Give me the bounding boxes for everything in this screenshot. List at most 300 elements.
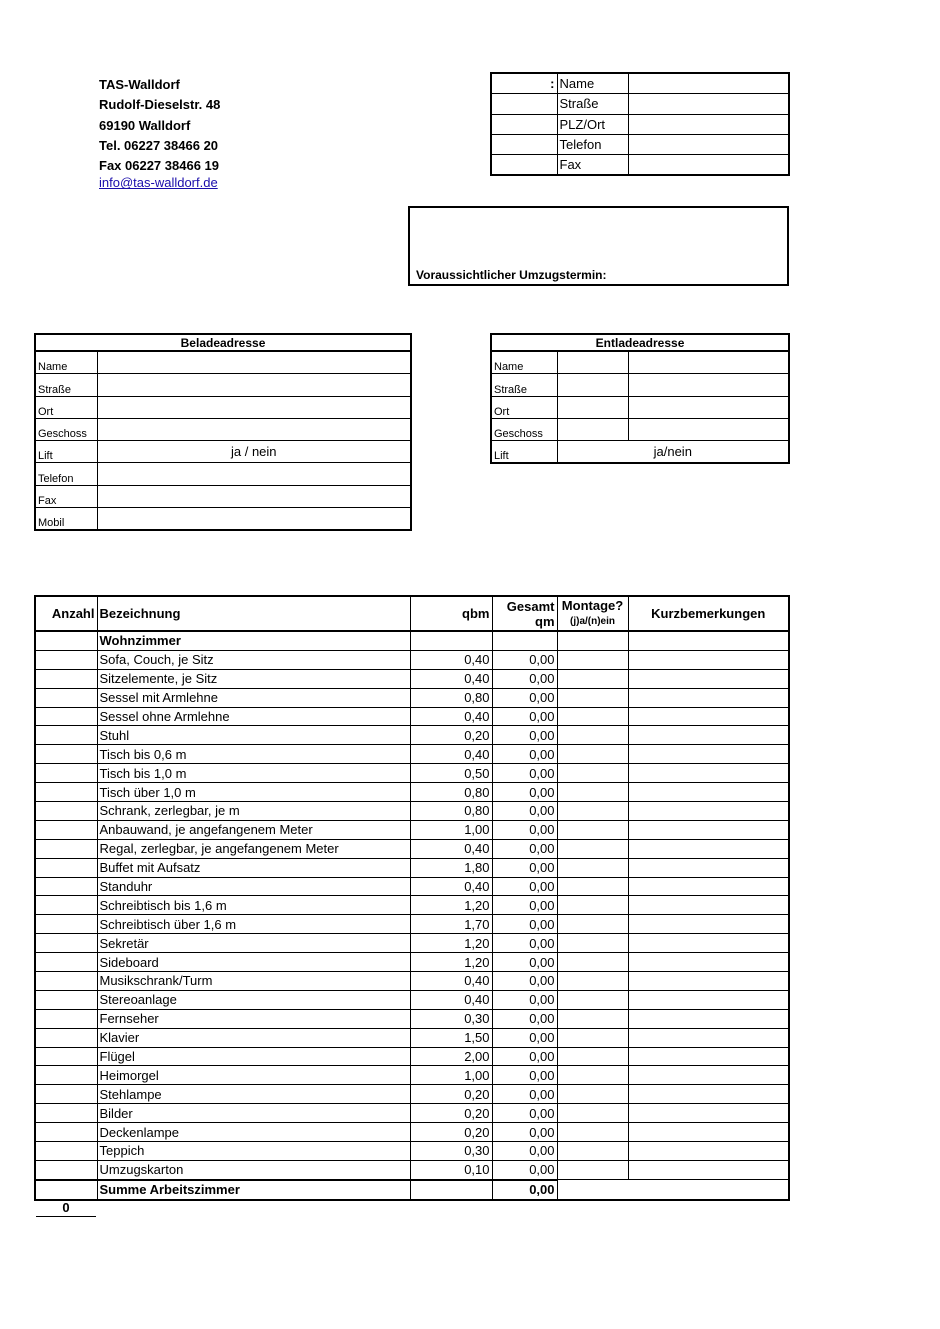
loading-address-table [34,333,412,531]
summary-empty [557,1180,789,1200]
item-name: Sessel mit Armlehne [97,688,410,707]
montage-cell[interactable] [557,1123,628,1142]
montage-cell[interactable] [557,896,628,915]
kurz-cell[interactable] [628,802,789,821]
inventory-row [35,1142,789,1161]
contact-label: Fax [557,155,628,176]
anzahl-cell[interactable] [35,1085,97,1104]
item-name: Standuhr [97,877,410,896]
belade-label: Telefon [35,463,97,485]
anzahl-cell[interactable] [35,707,97,726]
item-name: Stehlampe [97,1085,410,1104]
belade-row [35,463,411,485]
inventory-row [35,1028,789,1047]
contact-row [491,73,789,94]
item-qbm: 2,00 [410,1047,492,1066]
kurz-cell[interactable] [628,877,789,896]
item-gesamt: 0,00 [492,877,557,896]
inventory-row [35,669,789,688]
montage-cell[interactable] [557,631,628,650]
contact-input[interactable] [628,155,789,176]
anzahl-cell[interactable] [35,915,97,934]
kurz-cell[interactable] [628,839,789,858]
montage-cell[interactable] [557,650,628,669]
item-name: Sekretär [97,934,410,953]
belade-row [35,418,411,440]
belade-label: Fax [35,485,97,507]
item-gesamt: 0,00 [492,764,557,783]
item-gesamt: 0,00 [492,1142,557,1161]
anzahl-cell[interactable] [35,802,97,821]
kurz-cell[interactable] [628,650,789,669]
summary-row [35,1180,789,1200]
inventory-row [35,1009,789,1028]
customer-contact-table [490,72,790,176]
item-name: Regal, zerlegbar, je angefangenem Meter [97,839,410,858]
kurz-cell[interactable] [628,764,789,783]
item-gesamt: 0,00 [492,990,557,1009]
belade-label: Straße [35,374,97,396]
contact-input[interactable] [628,114,789,134]
contact-label: PLZ/Ort [557,114,628,134]
header-montage [557,596,628,631]
item-name: Tisch bis 1,0 m [97,764,410,783]
entlade-row [491,374,789,396]
item-gesamt: 0,00 [492,745,557,764]
item-name: Buffet mit Aufsatz [97,858,410,877]
inventory-table [34,595,790,1201]
belade-lift-value[interactable]: ja / nein [97,441,411,463]
montage-cell[interactable] [557,953,628,972]
kurz-cell[interactable] [628,1047,789,1066]
company-city: 69190 Walldorf [99,117,191,133]
header-kurz: Kurzbemerkungen [628,596,789,631]
item-qbm: 0,30 [410,1009,492,1028]
item-name: Fernseher [97,1009,410,1028]
anzahl-cell[interactable] [35,631,97,650]
belade-input[interactable] [97,485,411,507]
item-name: Schreibtisch bis 1,6 m [97,896,410,915]
anzahl-cell[interactable] [35,953,97,972]
contact-input[interactable] [628,94,789,114]
item-name: Flügel [97,1047,410,1066]
item-qbm: 1,50 [410,1028,492,1047]
anzahl-cell[interactable] [35,783,97,802]
montage-cell[interactable] [557,1104,628,1123]
kurz-cell[interactable] [628,972,789,991]
item-qbm: 1,20 [410,896,492,915]
montage-cell[interactable] [557,1028,628,1047]
count-total-value: 0 [62,1200,70,1215]
anzahl-cell[interactable] [35,990,97,1009]
company-street: Rudolf-Dieselstr. 48 [99,97,221,113]
belade-input[interactable] [97,508,411,531]
item-gesamt: 0,00 [492,1085,557,1104]
montage-cell[interactable] [557,972,628,991]
item-qbm: 0,30 [410,1142,492,1161]
belade-label: Lift [35,441,97,463]
kurz-cell[interactable] [628,707,789,726]
contact-label: Straße [557,94,628,114]
belade-row [35,351,411,374]
entlade-label: Straße [491,374,557,396]
kurz-cell[interactable] [628,953,789,972]
belade-title: Beladeadresse [35,334,411,351]
montage-cell[interactable] [557,1160,628,1179]
kurz-cell[interactable] [628,934,789,953]
item-gesamt: 0,00 [492,1009,557,1028]
moving-date-label: Voraussichtlicher Umzugstermin: [416,268,607,282]
item-qbm: 1,20 [410,934,492,953]
item-name: Teppich [97,1142,410,1161]
inventory-row [35,972,789,991]
montage-cell[interactable] [557,764,628,783]
item-gesamt: 0,00 [492,934,557,953]
entlade-label: Ort [491,396,557,418]
item-gesamt: 0,00 [492,858,557,877]
item-name: Schrank, zerlegbar, je m [97,802,410,821]
item-qbm: 0,40 [410,745,492,764]
entlade-lift-value[interactable]: ja/nein [557,441,789,464]
anzahl-cell[interactable] [35,1104,97,1123]
qbm-cell [410,631,492,650]
entlade-row [491,351,789,374]
inventory-row [35,915,789,934]
item-qbm: 0,10 [410,1160,492,1179]
entlade-label: Lift [491,441,557,464]
anzahl-cell[interactable] [35,820,97,839]
anzahl-cell[interactable] [35,896,97,915]
item-gesamt: 0,00 [492,707,557,726]
anzahl-cell[interactable] [35,650,97,669]
entlade-input[interactable] [557,396,628,418]
item-qbm: 0,40 [410,877,492,896]
kurz-cell[interactable] [628,745,789,764]
contact-input[interactable] [628,73,789,94]
item-name: Umzugskarton [97,1160,410,1179]
anzahl-cell[interactable] [35,1160,97,1179]
item-gesamt: 0,00 [492,783,557,802]
item-qbm: 0,20 [410,726,492,745]
item-gesamt: 0,00 [492,820,557,839]
kurz-cell[interactable] [628,1104,789,1123]
montage-cell[interactable] [557,802,628,821]
header-qbm: qbm [410,596,492,631]
montage-cell[interactable] [557,1009,628,1028]
montage-cell[interactable] [557,820,628,839]
montage-cell[interactable] [557,990,628,1009]
inventory-row [35,1047,789,1066]
summary-anzahl [35,1180,97,1200]
item-name: Sideboard [97,953,410,972]
header-gesamt-label: Gesamt [506,599,555,614]
item-gesamt: 0,00 [492,839,557,858]
inventory-row [35,1085,789,1104]
kurz-cell[interactable] [628,669,789,688]
contact-input[interactable] [628,134,789,154]
kurz-cell[interactable] [628,1160,789,1179]
entlade-title-row [491,334,789,351]
anzahl-cell[interactable] [35,688,97,707]
entlade-title: Entladeadresse [491,334,789,351]
section-label: Wohnzimmer [97,631,410,650]
item-name: Sofa, Couch, je Sitz [97,650,410,669]
kurz-cell[interactable] [628,688,789,707]
section-row [35,631,789,650]
inventory-row [35,1104,789,1123]
item-name: Klavier [97,1028,410,1047]
contact-blank-cell [491,134,557,154]
anzahl-cell[interactable] [35,726,97,745]
contact-row [491,134,789,154]
inventory-row [35,764,789,783]
item-name: Deckenlampe [97,1123,410,1142]
montage-cell[interactable] [557,669,628,688]
inventory-row [35,877,789,896]
kurz-cell[interactable] [628,990,789,1009]
header-gesamt-unit: qm [535,614,555,629]
entlade-input[interactable] [628,418,789,440]
kurz-cell[interactable] [628,1066,789,1085]
header-bezeichnung: Bezeichnung [97,596,410,631]
entlade-label: Name [491,351,557,374]
kurz-cell[interactable] [628,631,789,650]
item-qbm: 0,20 [410,1123,492,1142]
summary-label: Summe Arbeitszimmer [97,1180,410,1200]
entlade-label: Geschoss [491,418,557,440]
item-name: Bilder [97,1104,410,1123]
anzahl-cell[interactable] [35,1009,97,1028]
inventory-row [35,726,789,745]
inventory-row [35,745,789,764]
kurz-cell[interactable] [628,896,789,915]
anzahl-cell[interactable] [35,839,97,858]
item-gesamt: 0,00 [492,650,557,669]
anzahl-cell[interactable] [35,745,97,764]
item-gesamt: 0,00 [492,972,557,991]
entlade-input[interactable] [628,351,789,374]
item-qbm: 0,40 [410,972,492,991]
kurz-cell[interactable] [628,1009,789,1028]
inventory-header-row [35,596,789,631]
gesamt-cell [492,631,557,650]
belade-input[interactable] [97,418,411,440]
contact-blank-cell [491,114,557,134]
montage-cell[interactable] [557,934,628,953]
contact-blank-cell: : [491,73,557,94]
item-gesamt: 0,00 [492,1160,557,1179]
inventory-row [35,839,789,858]
kurz-cell[interactable] [628,915,789,934]
inventory-row [35,802,789,821]
item-gesamt: 0,00 [492,1066,557,1085]
moving-date-box [408,206,789,286]
anzahl-cell[interactable] [35,669,97,688]
contact-label: Telefon [557,134,628,154]
item-name: Stuhl [97,726,410,745]
header-gesamt [492,596,557,631]
anzahl-cell[interactable] [35,1123,97,1142]
company-email-link[interactable]: info@tas-walldorf.de [99,175,218,191]
item-name: Stereoanlage [97,990,410,1009]
belade-input[interactable] [97,351,411,374]
inventory-row [35,1160,789,1179]
anzahl-cell[interactable] [35,764,97,783]
company-fax: Fax 06227 38466 19 [99,158,219,174]
belade-row [35,441,411,463]
item-name: Tisch bis 0,6 m [97,745,410,764]
summary-qbm [410,1180,492,1200]
item-qbm: 0,40 [410,669,492,688]
entlade-row [491,396,789,418]
item-gesamt: 0,00 [492,915,557,934]
montage-cell[interactable] [557,726,628,745]
montage-cell[interactable] [557,707,628,726]
contact-blank-cell [491,155,557,176]
inventory-row [35,1123,789,1142]
anzahl-cell[interactable] [35,934,97,953]
item-gesamt: 0,00 [492,1047,557,1066]
item-name: Sitzelemente, je Sitz [97,669,410,688]
belade-row [35,374,411,396]
item-gesamt: 0,00 [492,1123,557,1142]
kurz-cell[interactable] [628,1123,789,1142]
kurz-cell[interactable] [628,1028,789,1047]
anzahl-cell[interactable] [35,858,97,877]
belade-input[interactable] [97,374,411,396]
kurz-cell[interactable] [628,1085,789,1104]
contact-row [491,94,789,114]
anzahl-cell[interactable] [35,972,97,991]
anzahl-cell[interactable] [35,1066,97,1085]
company-block [99,75,220,194]
kurz-cell[interactable] [628,858,789,877]
item-qbm: 0,40 [410,990,492,1009]
belade-label: Name [35,351,97,374]
item-gesamt: 0,00 [492,726,557,745]
item-qbm: 0,80 [410,688,492,707]
entlade-input[interactable] [557,351,628,374]
kurz-cell[interactable] [628,726,789,745]
montage-cell[interactable] [557,877,628,896]
anzahl-cell[interactable] [35,1142,97,1161]
belade-title-row [35,334,411,351]
kurz-cell[interactable] [628,820,789,839]
montage-cell[interactable] [557,688,628,707]
montage-cell[interactable] [557,783,628,802]
inventory-row [35,953,789,972]
belade-label: Ort [35,396,97,418]
item-qbm: 1,70 [410,915,492,934]
header-anzahl: Anzahl [35,596,97,631]
montage-cell[interactable] [557,745,628,764]
item-name: Schreibtisch über 1,6 m [97,915,410,934]
inventory-row [35,990,789,1009]
montage-cell[interactable] [557,1047,628,1066]
belade-input[interactable] [97,463,411,485]
item-gesamt: 0,00 [492,953,557,972]
unloading-address-table [490,333,790,464]
entlade-input[interactable] [557,374,628,396]
item-gesamt: 0,00 [492,1104,557,1123]
item-gesamt: 0,00 [492,802,557,821]
item-gesamt: 0,00 [492,1028,557,1047]
montage-cell[interactable] [557,839,628,858]
montage-cell[interactable] [557,1085,628,1104]
inventory-row [35,858,789,877]
inventory-row [35,783,789,802]
belade-input[interactable] [97,396,411,418]
belade-label: Mobil [35,508,97,531]
summary-value: 0,00 [492,1180,557,1200]
item-gesamt: 0,00 [492,896,557,915]
montage-cell[interactable] [557,858,628,877]
inventory-row [35,896,789,915]
item-qbm: 0,20 [410,1104,492,1123]
header-montage-label: Montage? [561,598,624,613]
anzahl-cell[interactable] [35,1047,97,1066]
header-montage-sub: (j)a/(n)ein [570,616,615,627]
item-gesamt: 0,00 [492,669,557,688]
entlade-input[interactable] [628,374,789,396]
item-name: Anbauwand, je angefangenem Meter [97,820,410,839]
item-qbm: 0,80 [410,802,492,821]
belade-row [35,508,411,531]
montage-cell[interactable] [557,915,628,934]
contact-row [491,155,789,176]
montage-cell[interactable] [557,1142,628,1161]
item-name: Sessel ohne Armlehne [97,707,410,726]
contact-label: Name [557,73,628,94]
entlade-input[interactable] [628,396,789,418]
item-gesamt: 0,00 [492,688,557,707]
item-qbm: 0,50 [410,764,492,783]
belade-row [35,396,411,418]
kurz-cell[interactable] [628,783,789,802]
item-qbm: 0,20 [410,1085,492,1104]
item-qbm: 1,00 [410,1066,492,1085]
item-name: Heimorgel [97,1066,410,1085]
item-qbm: 1,80 [410,858,492,877]
inventory-row [35,688,789,707]
anzahl-cell[interactable] [35,877,97,896]
item-qbm: 0,80 [410,783,492,802]
entlade-row [491,441,789,464]
entlade-row [491,418,789,440]
item-name: Musikschrank/Turm [97,972,410,991]
inventory-row [35,650,789,669]
item-name: Tisch über 1,0 m [97,783,410,802]
entlade-input[interactable] [557,418,628,440]
item-qbm: 1,00 [410,820,492,839]
contact-row [491,114,789,134]
inventory-row [35,1066,789,1085]
item-qbm: 1,20 [410,953,492,972]
kurz-cell[interactable] [628,1142,789,1161]
montage-cell[interactable] [557,1066,628,1085]
anzahl-cell[interactable] [35,1028,97,1047]
belade-label: Geschoss [35,418,97,440]
inventory-row [35,820,789,839]
item-qbm: 0,40 [410,839,492,858]
belade-row [35,485,411,507]
inventory-row [35,707,789,726]
count-total [36,1200,96,1217]
inventory-row [35,934,789,953]
item-qbm: 0,40 [410,707,492,726]
item-qbm: 0,40 [410,650,492,669]
company-name: TAS-Walldorf [99,77,180,92]
